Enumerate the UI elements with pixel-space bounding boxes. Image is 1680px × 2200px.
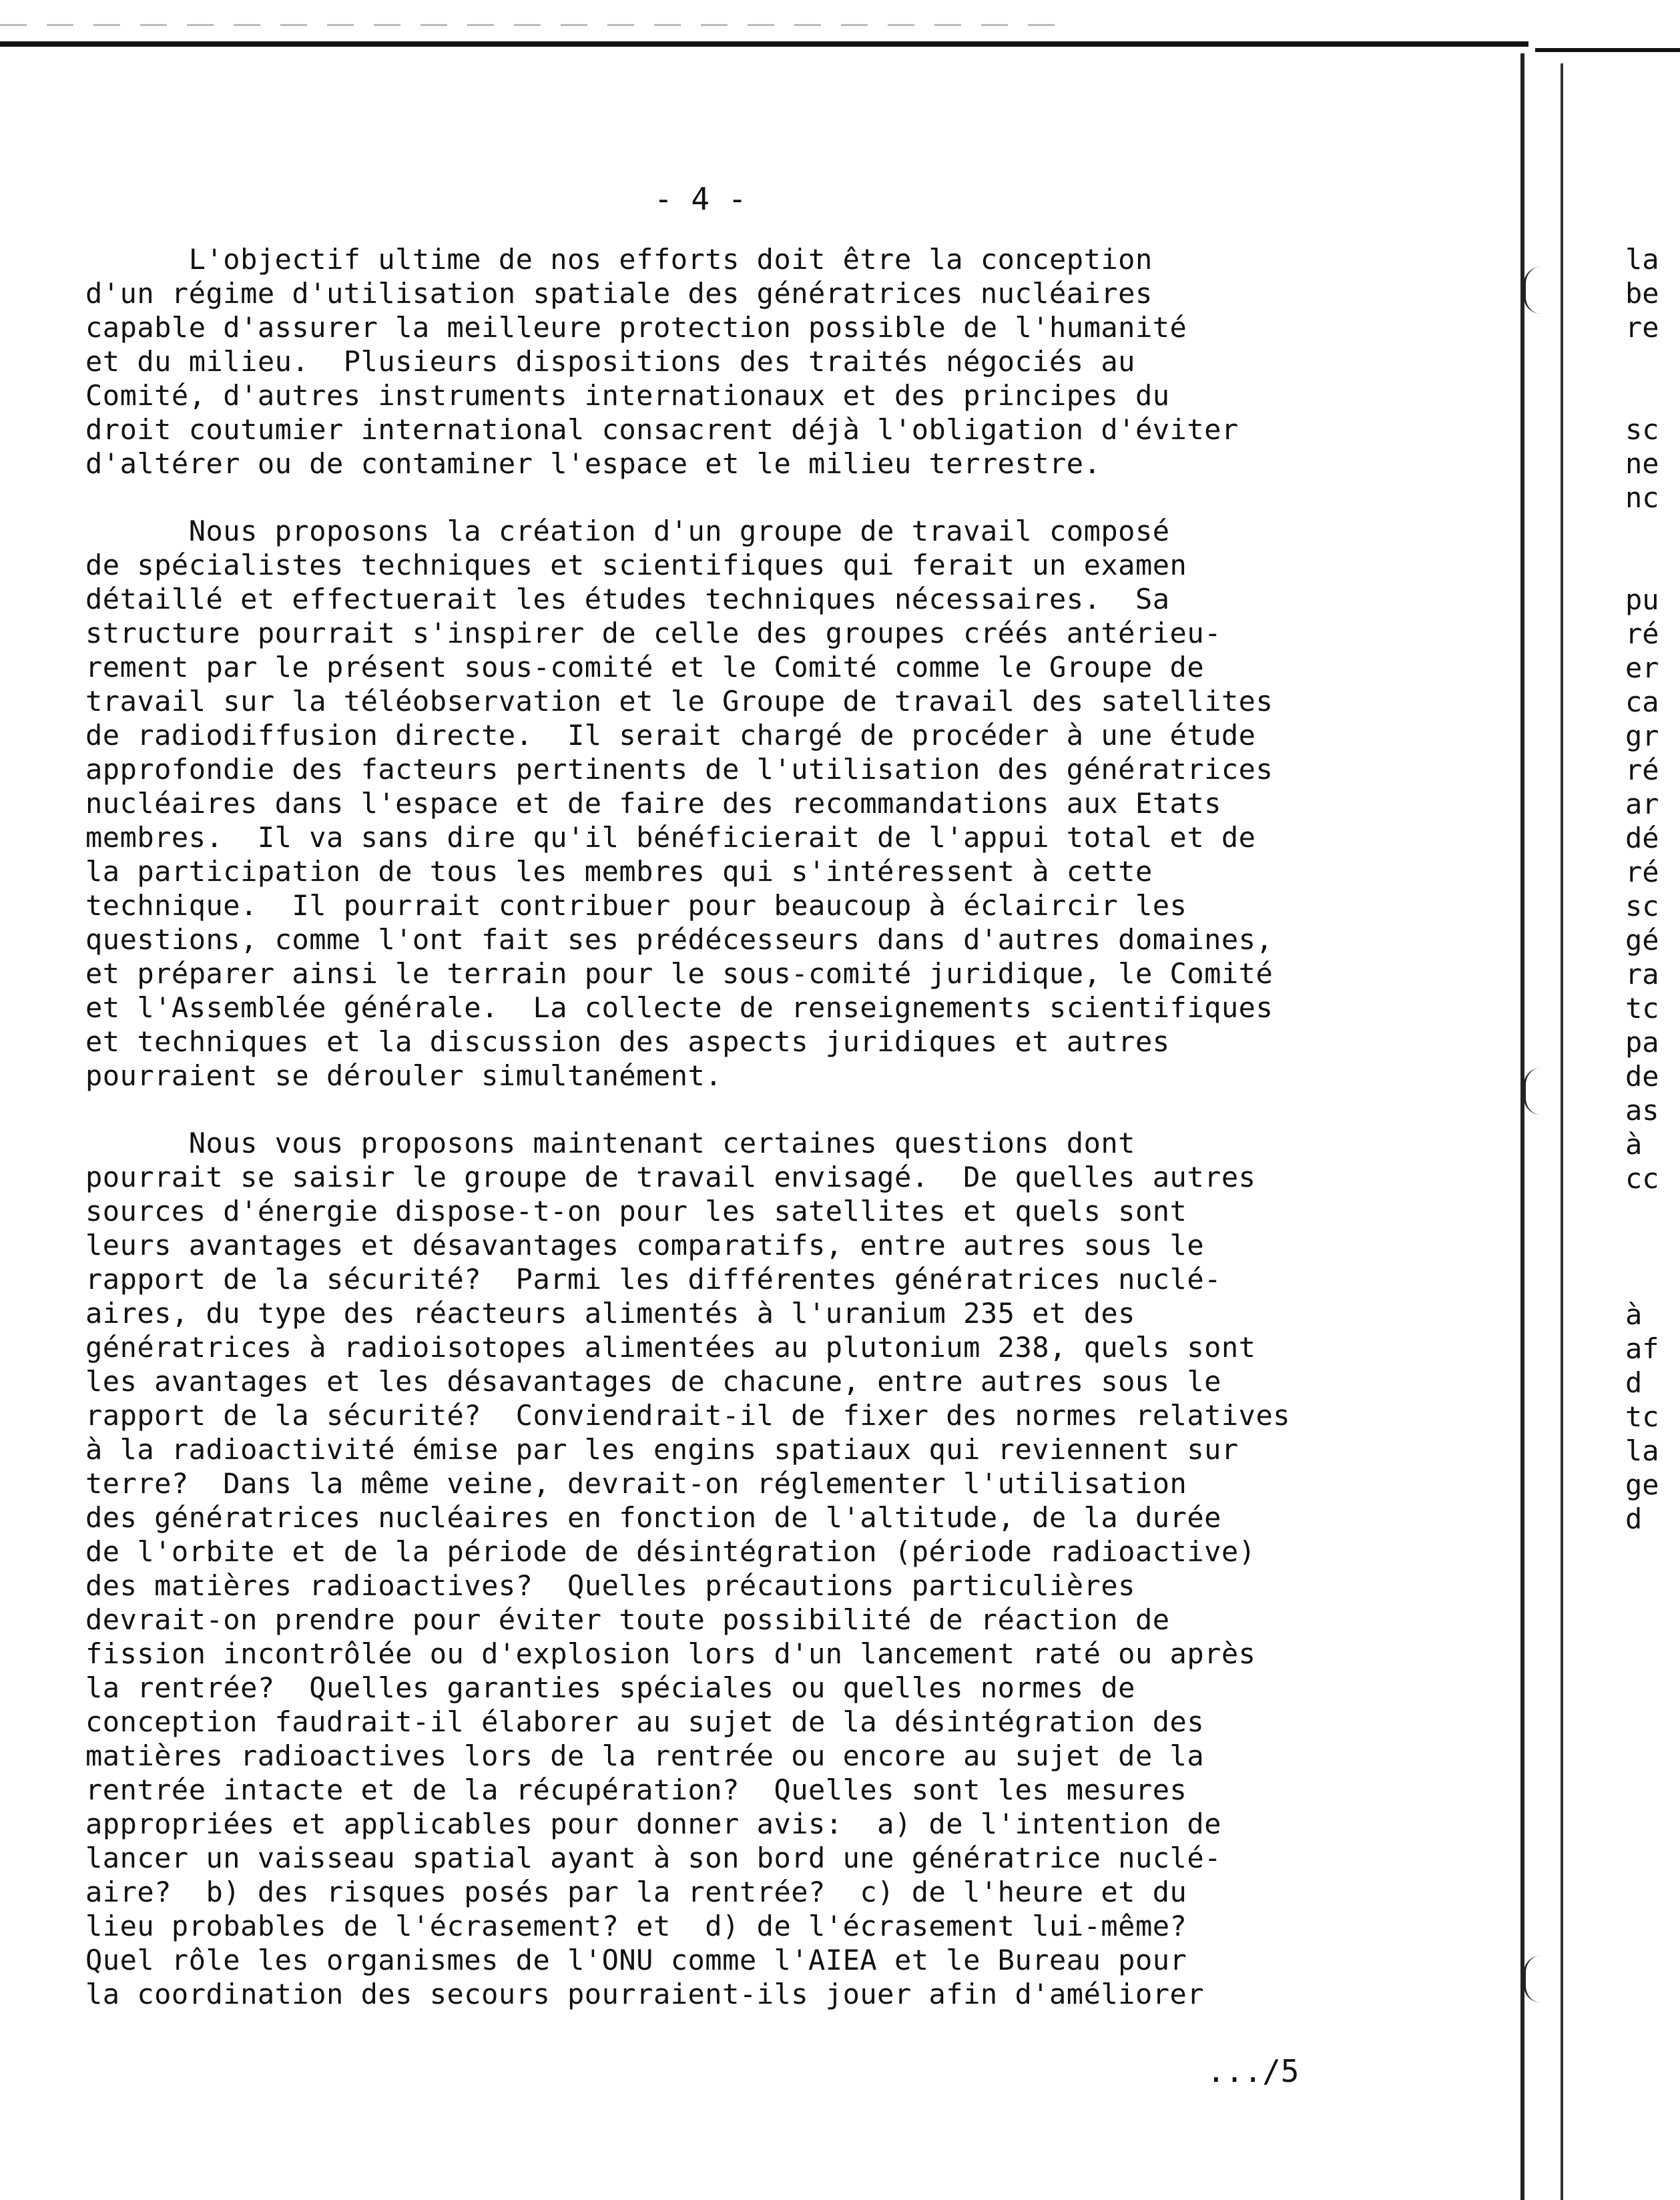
fragment-text: cc: [1625, 1162, 1659, 1195]
text-line: d'un régime d'utilisation spatiale des génératrices nucléaires: [85, 277, 1153, 310]
text-line: Comité, d'autres instruments internationaux et des principes du: [85, 379, 1170, 412]
text-line: terre? Dans la même veine, devrait-on réglementer l'utilisation: [85, 1467, 1187, 1500]
text-line: des génératrices nucléaires en fonction de l'altitude, de la durée: [85, 1501, 1221, 1534]
text-line: rapport de la sécurité? Conviendrait-il de fixer des normes relatives: [85, 1399, 1291, 1432]
text-line: et préparer ainsi le terrain pour le sous-comité juridique, le Comité: [85, 957, 1274, 990]
fragment-text: [1625, 378, 1680, 412]
fragment-text: d: [1625, 1502, 1643, 1535]
text-line: la coordination des secours pourraient-ils jouer afin d'améliorer: [85, 1978, 1205, 2010]
text-line: leurs avantages et désavantages comparatifs, entre autres sous le: [85, 1229, 1205, 1262]
binding-mark: [1524, 1956, 1541, 2002]
fragment-text: de: [1625, 1060, 1659, 1093]
fragment-text: be: [1625, 277, 1659, 310]
text-line: la rentrée? Quelles garanties spéciales ou quelles normes de: [85, 1671, 1135, 1704]
binding-mark: [1524, 267, 1541, 314]
fragment-text: pu: [1625, 583, 1659, 616]
text-line: aires, du type des réacteurs alimentés à l'uranium 235 et des: [85, 1297, 1135, 1330]
text-line: questions, comme l'ont fait ses prédécesseurs dans d'autres domaines,: [85, 923, 1274, 956]
fragment-text: [1625, 1264, 1680, 1298]
fragment-text: sc: [1625, 890, 1659, 922]
paragraph: [85, 1126, 1514, 2011]
fragment-text: la: [1625, 243, 1659, 276]
text-line: de radiodiffusion directe. Il serait chargé de procéder à une étude: [85, 719, 1256, 752]
text-line: et l'Assemblée générale. La collecte de renseignements scientifiques: [85, 991, 1274, 1024]
text-line: aire? b) des risques posés par la rentrée? c) de l'heure et du: [85, 1876, 1187, 1908]
fragment-text: ca: [1625, 685, 1659, 718]
text-line: sources d'énergie dispose-t-on pour les satellites et quels sont: [85, 1195, 1187, 1227]
text-line: rement par le présent sous-comité et le Comité comme le Groupe de: [85, 651, 1205, 683]
fragment-text: dé: [1625, 822, 1659, 854]
fragment-text: [1625, 515, 1680, 549]
fragment-text: [1625, 1229, 1680, 1264]
fragment-text: ré: [1625, 856, 1659, 888]
adjacent-page-fragment-column: [1625, 242, 1680, 1536]
continuation-marker: .../5: [1207, 2053, 1300, 2089]
fragment-text: ne: [1625, 447, 1659, 480]
text-line: droit coutumier international consacrent déjà l'obligation d'éviter: [85, 413, 1239, 446]
text-line: Nous vous proposons maintenant certaines questions dont: [85, 1127, 1135, 1159]
fragment-text: [1625, 344, 1680, 378]
text-line: approfondie des facteurs pertinents de l'utilisation des génératrices: [85, 753, 1274, 786]
fragment-text: ré: [1625, 754, 1659, 786]
fragment-text: ra: [1625, 958, 1659, 991]
text-line: structure pourrait s'inspirer de celle des groupes créés antérieu-: [85, 617, 1221, 649]
text-line: travail sur la téléobservation et le Groupe de travail des satellites: [85, 685, 1274, 718]
text-line: pourrait se saisir le groupe de travail envisagé. De quelles autres: [85, 1161, 1256, 1193]
text-line: de l'orbite et de la période de désintégration (période radioactive): [85, 1535, 1256, 1568]
text-line: rapport de la sécurité? Parmi les différentes génératrices nuclé-: [85, 1263, 1221, 1296]
page-number: - 4 -: [654, 181, 747, 217]
fragment-text: ar: [1625, 788, 1659, 820]
text-line: génératrices à radioisotopes alimentées au plutonium 238, quels sont: [85, 1331, 1256, 1364]
text-line: fission incontrôlée ou d'explosion lors d'un lancement raté ou après: [85, 1637, 1256, 1670]
text-line: membres. Il va sans dire qu'il bénéficierait de l'appui total et de: [85, 821, 1256, 854]
text-line: technique. Il pourrait contribuer pour beaucoup à éclaircir les: [85, 889, 1187, 922]
text-line: et du milieu. Plusieurs dispositions des traités négociés au: [85, 345, 1135, 378]
fragment-text: d: [1625, 1366, 1643, 1399]
text-line: détaillé et effectuerait les études techniques nécessaires. Sa: [85, 583, 1170, 615]
text-line: la participation de tous les membres qui s'intéressent à cette: [85, 855, 1153, 888]
text-line: de spécialistes techniques et scientifiques qui ferait un examen: [85, 549, 1187, 581]
fragment-text: gé: [1625, 924, 1659, 956]
text-line: L'objectif ultime de nos efforts doit être la conception: [85, 243, 1153, 276]
binding-spine-left: [1520, 53, 1524, 2200]
text-line: des matières radioactives? Quelles précautions particulières: [85, 1569, 1135, 1602]
fragment-text: re: [1625, 311, 1659, 344]
fragment-text: pa: [1625, 1026, 1659, 1059]
fragment-text: er: [1625, 651, 1659, 684]
fragment-text: ge: [1625, 1468, 1659, 1501]
text-line: Quel rôle les organismes de l'ONU comme l'AIEA et le Bureau pour: [85, 1944, 1187, 1976]
binding-spine-right: [1561, 63, 1563, 2200]
fragment-text: gr: [1625, 720, 1659, 752]
text-line: conception faudrait-il élaborer au sujet de la désintégration des: [85, 1705, 1205, 1738]
text-line: et techniques et la discussion des aspects juridiques et autres: [85, 1025, 1170, 1058]
text-line: à la radioactivité émise par les engins spatiaux qui reviennent sur: [85, 1433, 1239, 1466]
text-line: rentrée intacte et de la récupération? Quelles sont les mesures: [85, 1773, 1187, 1806]
text-line: Nous proposons la création d'un groupe de travail composé: [85, 515, 1170, 547]
fragment-text: [1625, 1195, 1680, 1229]
scan-artifact-faint-line: [0, 24, 1068, 26]
binding-mark: [1524, 1068, 1541, 1115]
fragment-text: [1625, 549, 1680, 583]
fragment-text: la: [1625, 1434, 1659, 1467]
fragment-text: as: [1625, 1094, 1659, 1127]
text-line: lieu probables de l'écrasement? et d) de l'écrasement lui-même?: [85, 1910, 1187, 1942]
fragment-text: à: [1625, 1128, 1643, 1161]
right-page-top-rule: [1535, 48, 1680, 52]
text-line: les avantages et les désavantages de chacune, entre autres sous le: [85, 1365, 1221, 1398]
paragraph: [85, 514, 1514, 1093]
fragment-text: af: [1625, 1332, 1659, 1365]
fragment-text: nc: [1625, 481, 1659, 514]
text-line: matières radioactives lors de la rentrée ou encore au sujet de la: [85, 1739, 1205, 1772]
fragment-text: tc: [1625, 1400, 1659, 1433]
text-line: nucléaires dans l'espace et de faire des recommandations aux Etats: [85, 787, 1221, 820]
fragment-text: ré: [1625, 617, 1659, 650]
text-line: lancer un vaisseau spatial ayant à son bord une génératrice nuclé-: [85, 1842, 1221, 1874]
text-line: capable d'assurer la meilleure protection possible de l'humanité: [85, 311, 1187, 344]
fragment-text: tc: [1625, 992, 1659, 1025]
fragment-text: à: [1625, 1298, 1643, 1331]
fragment-text: sc: [1625, 413, 1659, 446]
text-line: pourraient se dérouler simultanément.: [85, 1059, 723, 1092]
top-edge-rule: [0, 41, 1528, 47]
text-line: appropriées et applicables pour donner avis: a) de l'intention de: [85, 1808, 1221, 1840]
document-body: [85, 242, 1514, 2044]
text-line: devrait-on prendre pour éviter toute possibilité de réaction de: [85, 1603, 1170, 1636]
text-line: d'altérer ou de contaminer l'espace et le milieu terrestre.: [85, 447, 1101, 480]
paragraph: [85, 242, 1514, 481]
